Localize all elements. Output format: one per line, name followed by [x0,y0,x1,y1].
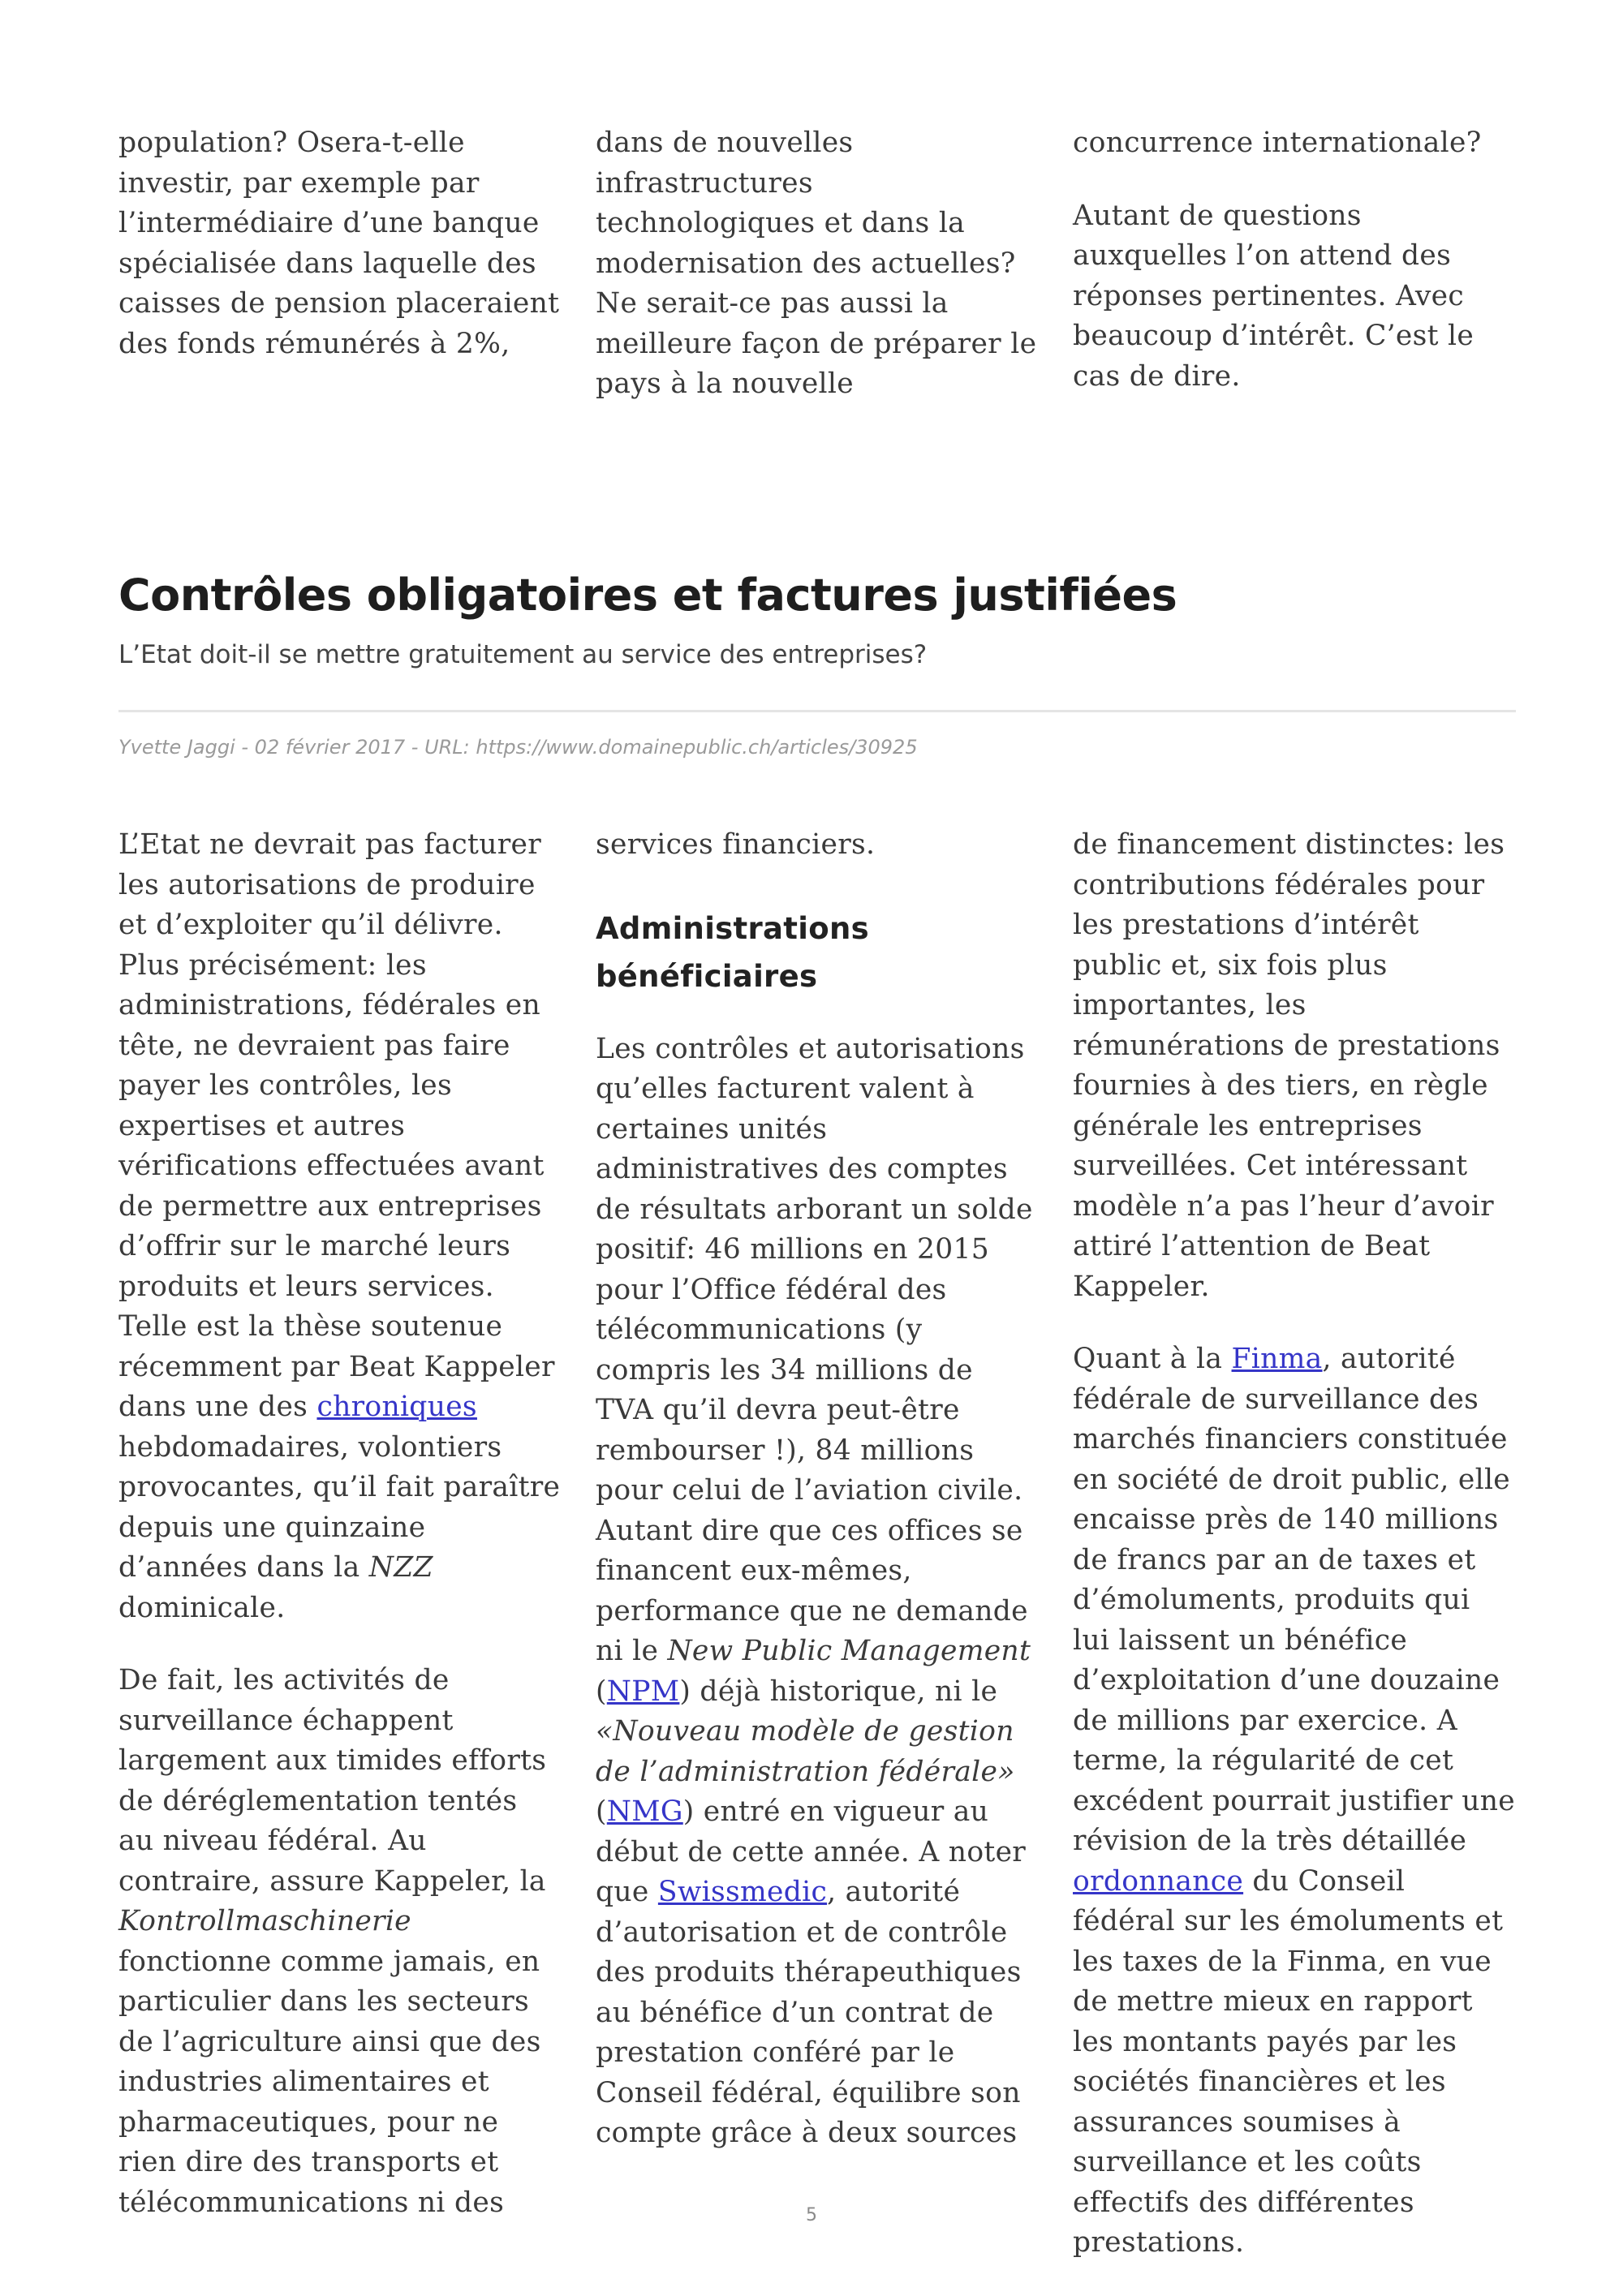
paragraph [1073,1339,1515,2264]
text: L’Etat ne devrait pas facturer les autorisations de produire et d’exploiter qu’il délivre. Plus précisément: les administrations, fédérales en tête, ne devraient pas faire payer les contrôles, les expertises et autres vérifications effectuées avant de permettre aux entreprises d’offrir sur le marché leurs produits et leurs services. Telle est la thèse soutenue récemment par Beat Kappeler dans une des [118,828,555,1423]
text: ) entré en vigueur au début de cette année. A noter que [596,1795,1027,1908]
previous-article-column-2 [596,123,1038,405]
article-title: Contrôles obligatoires et factures justifiées [118,570,1177,621]
emphasis: New Public Management [667,1635,1031,1667]
article-column-2 [596,825,1038,2154]
paragraph [118,1661,561,2223]
paragraph: Autant de questions auxquelles l’on attend des réponses pertinentes. Avec beaucoup d’intérêt. C’est le cas de dire. [1073,199,1474,393]
text: De fait, les activités de surveillance échappent largement aux timides efforts de déréglementation tentés au niveau fédéral. Au contraire, assure Kappeler, la [118,1664,547,1898]
paragraph: de financement distinctes: les contributions fédérales pour les prestations d’intérêt public et, six fois plus importantes, les rémunérations de prestations fournies à des tiers, en règle générale les entreprises surveillées. Cet intéressant modèle n’a pas l’heur d’avoir attiré l’attention de Beat Kappeler. [1073,828,1505,1303]
previous-article-column-1 [118,123,561,364]
emphasis: «Nouveau modèle de gestion de l’administration fédérale» [596,1715,1015,1788]
header-divider [118,710,1516,712]
emphasis: Kontrollmaschinerie [118,1905,411,1937]
paragraph [596,1030,1038,2154]
ordonnance-link[interactable]: ordonnance [1073,1864,1244,1898]
paragraph: concurrence internationale? [1073,127,1482,159]
text: du Conseil fédéral sur les émoluments et les taxes de la Finma, en vue de mettre mieux en rapport les montants payés par les sociétés financières et les assurances soumises à surveillance et les coûts effectifs des différentes prestations. [1073,1864,1504,2259]
text: ( [596,1795,607,1828]
chroniques-link[interactable]: chroniques [316,1391,477,1423]
article-column-1 [118,825,561,2223]
text: Quant à la [1073,1343,1232,1375]
finma-link[interactable]: Finma [1231,1343,1323,1375]
text: dominicale. [118,1591,286,1624]
swissmedic-link[interactable]: Swissmedic [657,1876,828,1908]
text: ( [596,1675,607,1708]
section-heading: Administrations bénéficiaires [596,910,869,994]
article-column-3 [1073,825,1515,2264]
emphasis: NZZ [368,1551,433,1584]
article-subtitle: L’Etat doit-il se mettre gratuitement au service des entreprises? [118,640,928,669]
text: ) déjà historique, ni le [679,1675,998,1708]
page-number: 5 [806,2205,817,2225]
article-byline: Yvette Jaggi - 02 février 2017 - URL: https://www.domainepublic.ch/articles/30925 [118,736,918,759]
paragraph: dans de nouvelles infrastructures technologiques et dans la modernisation des actuelles? Ne serait-ce pas aussi la meilleure façon de préparer le pays à la nouvelle [596,127,1037,400]
text: hebdomadaires, volontiers provocantes, qu’il fait paraître depuis une quinzaine d’années dans la [118,1430,561,1584]
paragraph: population? Osera-t-elle investir, par exemple par l’intermédiaire d’une banque spécialisée dans laquelle des caisses de pension placeraient des fonds rémunérés à 2%, [118,127,560,360]
npm-link[interactable]: NPM [606,1675,680,1708]
text: fonctionne comme jamais, en particulier dans les secteurs de l’agriculture ainsi que des industries alimentaires et pharmaceutiques, pour ne rien dire des transports et télécommunications ni des [118,1945,541,2219]
text: , autorité fédérale de surveillance des marchés financiers constituée en société de droit public, elle encaisse près de 140 millions de francs par an de taxes et d’émoluments, produits qui lui laissent un bénéfice d’exploitation d’une douzaine de millions par exercice. A terme, la régularité de cet excédent pourrait justifier une révision de la très détaillée [1073,1343,1516,1857]
text: Les contrôles et autorisations qu’elles facturent valent à certaines unités administratives des comptes de résultats arborant un solde positif: 46 millions en 2015 pour l’Office fédéral des télécommunications (y compris les 34 millions de TVA qu’il devra peut-être rembourser !), 84 millions pour celui de l’aviation civile. Autant dire que ces offices se financent eux-mêmes, performance que ne demande ni le [596,1032,1033,1667]
paragraph [118,825,561,1628]
nmg-link[interactable]: NMG [606,1795,683,1828]
paragraph: services financiers. [596,828,876,861]
previous-article-column-3 [1073,123,1515,397]
text: , autorité d’autorisation et de contrôle des produits thérapeuthiques au bénéfice d’un contrat de prestation conféré par le Conseil fédéral, équilibre son compte grâce à deux sources [596,1876,1022,2149]
